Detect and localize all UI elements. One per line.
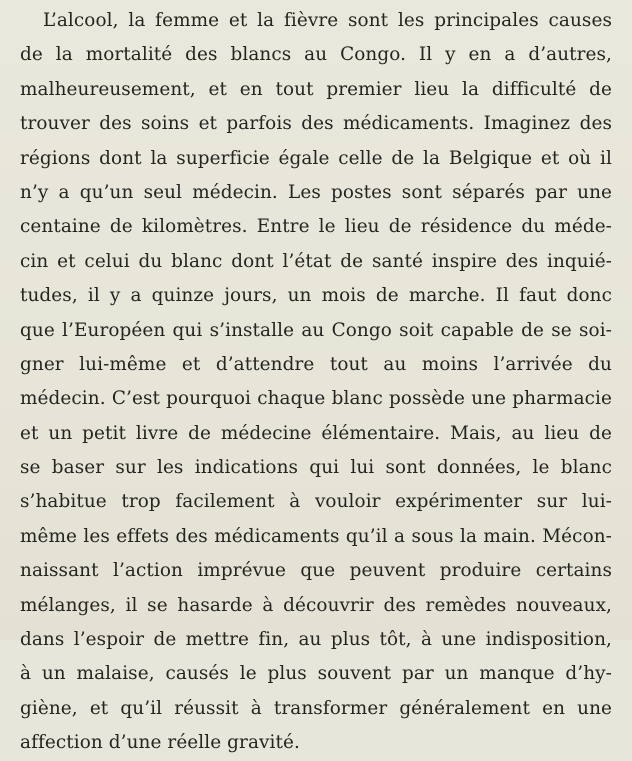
- text-line: malheureusement, et en tout premier lieu la difficulté de: [20, 78, 612, 100]
- text-line: et un petit livre de médecine élémentaire. Mais, au lieu de: [20, 422, 612, 444]
- text-line: tudes, il y a quinze jours, un mois de marche. Il faut donc: [20, 285, 612, 307]
- text-line: s’habitue trop facilement à vouloir expérimenter sur lui-: [20, 491, 612, 513]
- text-line: dans l’espoir de mettre fin, au plus tôt, à une indisposition,: [20, 629, 612, 651]
- text-line: trouver des soins et parfois des médicaments. Imaginez des: [20, 113, 612, 135]
- text-line: giène, et qu’il réussit à transformer généralement en une: [20, 697, 612, 719]
- text-line: régions dont la superficie égale celle de la Belgique et où il: [20, 147, 612, 169]
- text-line: se baser sur les indications qui lui sont données, le blanc: [20, 457, 612, 479]
- text-line: à un malaise, causés le plus souvent par un manque d’hy-: [20, 663, 612, 685]
- text-line: L’alcool, la femme et la fièvre sont les principales causes: [43, 10, 612, 31]
- text-line: centaine de kilomètres. Entre le lieu de résidence du méde-: [20, 216, 612, 238]
- text-line: naissant l’action imprévue que peuvent produire certains: [20, 560, 612, 582]
- body-paragraph: [20, 4, 612, 761]
- text-line: mélanges, il se hasarde à découvrir des remèdes nouveaux,: [20, 594, 612, 616]
- text-line: affection d’une réelle gravité.: [20, 732, 300, 754]
- text-line: cin et celui du blanc dont l’état de santé inspire des inquié-: [20, 250, 612, 272]
- text-line: même les effets des médicaments qu’il a sous la main. Mécon-: [20, 525, 612, 547]
- text-line: n’y a qu’un seul médecin. Les postes sont séparés par une: [20, 181, 612, 203]
- text-line: médecin. C’est pourquoi chaque blanc possède une pharmacie: [20, 388, 612, 410]
- text-line: de la mortalité des blancs au Congo. Il y en a d’autres,: [20, 44, 612, 66]
- text-line: que l’Européen qui s’installe au Congo soit capable de se soi-: [20, 319, 612, 341]
- text-line: gner lui-même et d’attendre tout au moins l’arrivée du: [20, 353, 612, 375]
